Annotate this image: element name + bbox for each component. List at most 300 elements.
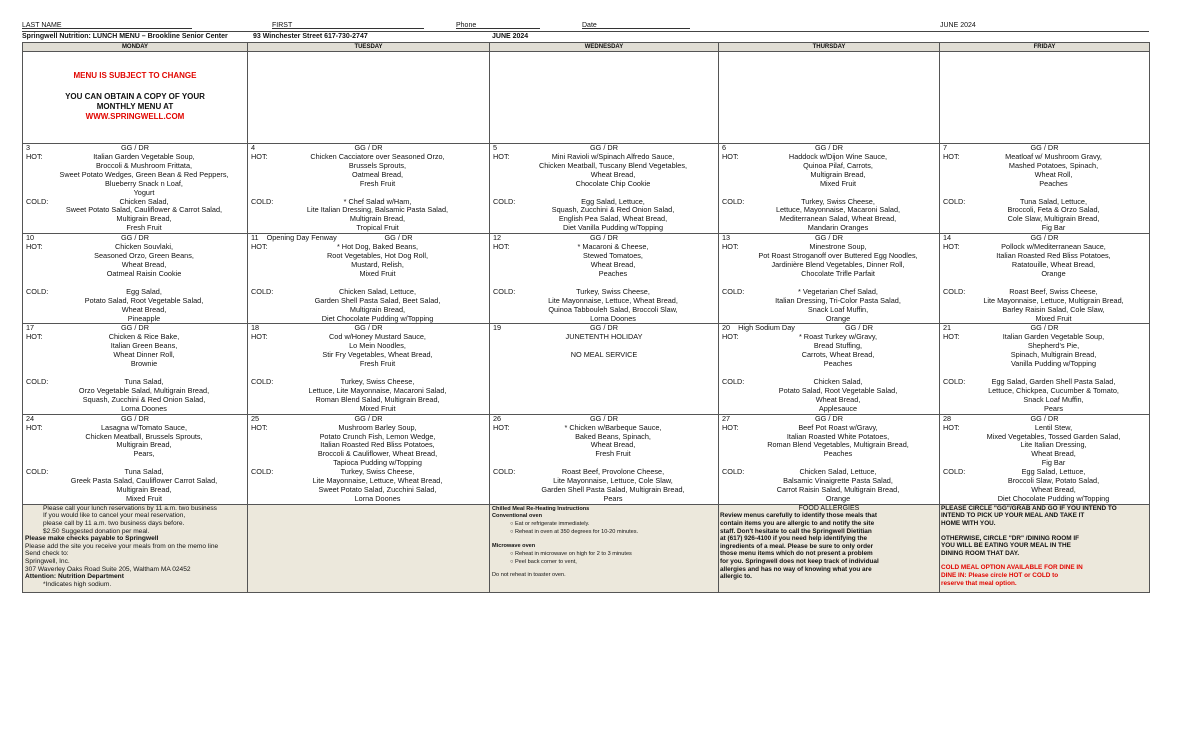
menu-table <box>22 42 1150 593</box>
menu-item: Spinach, Multigrain Bread, <box>1010 350 1097 360</box>
day-number: 25 <box>251 414 260 423</box>
allergy-line: at (617) 926-4100 if you need help identifying the <box>720 535 868 543</box>
footer-line: Attention: Nutrition Department <box>25 573 124 581</box>
allergy-line: those menu items which do not present a problem <box>720 550 873 558</box>
menu-item: Pears, <box>133 449 155 459</box>
cold-option-label[interactable]: COLD: <box>26 286 49 296</box>
menu-item: Wheat Bread, <box>590 440 636 450</box>
weekday-monday: MONDAY <box>23 43 248 52</box>
hot-meal-section <box>250 243 487 279</box>
day-cell <box>940 414 1150 504</box>
menu-item: Chicken Salad, Lettuce, <box>799 467 877 477</box>
cold-meal-section <box>942 468 1147 504</box>
hot-option-label[interactable]: HOT: <box>493 242 510 252</box>
menu-item: Tuna Salad, <box>124 377 164 387</box>
day-number: 26 <box>493 414 502 423</box>
gg-dr-choice[interactable]: GG / DR <box>1030 233 1059 243</box>
menu-item: Squash, Zucchini & Red Onion Salad, <box>82 394 206 404</box>
menu-item: Turkey, Swiss Cheese, <box>340 467 415 477</box>
menu-item: Chicken Meatball, Tuscany Blend Vegetables, <box>538 160 688 170</box>
footer-line: Please add the site you receive your meals from on the memo line <box>25 542 219 550</box>
cold-option-label[interactable]: COLD: <box>943 467 966 477</box>
menu-item: Fresh Fruit <box>359 359 396 369</box>
menu-item: Lentil Stew, <box>1034 422 1073 432</box>
menu-item: * Roast Turkey w/Gravy, <box>798 332 878 342</box>
footer-line: *Indicates high sodium. <box>43 580 112 588</box>
name-row: LAST NAME FIRST Phone Date JUNE 2024 <box>22 22 976 29</box>
cold-option-label[interactable]: COLD: <box>251 377 274 387</box>
footer-line: Springwell, Inc. <box>25 557 70 565</box>
menu-item: Jardinière Blend Vegetables, Dinner Roll, <box>771 259 905 269</box>
menu-item: Fig Bar <box>1041 458 1066 468</box>
allergy-text <box>719 512 939 580</box>
menu-item: Italian Garden Vegetable Soup, <box>93 152 195 161</box>
menu-change-notice: MENU IS SUBJECT TO CHANGE <box>73 71 197 80</box>
menu-item: * Vegetarian Chef Salad, <box>798 286 878 296</box>
hot-meal-section <box>721 153 937 198</box>
day-note: Opening Day Fenway <box>266 233 337 243</box>
food-allergies-info <box>719 504 940 592</box>
menu-item: Lite Mayonnaise, Lettuce, Multigrain Bread, <box>983 295 1124 305</box>
gg-dr-choice[interactable]: GG / DR <box>354 414 383 423</box>
menu-item: Chicken Cacciatore over Seasoned Orzo, <box>310 152 445 161</box>
menu-item: Chicken Salad, Lettuce, <box>338 286 417 296</box>
hot-option-label[interactable]: HOT: <box>26 332 43 342</box>
cold-option-label[interactable]: COLD: <box>943 286 966 296</box>
day-cell <box>23 324 248 414</box>
menu-item: Chicken Meatball, Brussels Sprouts, <box>85 431 203 441</box>
day-cell <box>248 234 490 324</box>
cold-option-label[interactable]: COLD: <box>493 196 516 206</box>
day-number: 7 <box>943 143 948 152</box>
hot-meal-section <box>942 333 1147 369</box>
menu-item: Broccoli Slaw, Potato Salad, <box>1007 476 1100 486</box>
gg-dr-choice[interactable]: GG / DR <box>121 143 149 152</box>
allergy-line: staff. Don't hesitate to call the Springwell Dietitian <box>720 527 872 535</box>
intro-notice-cell <box>23 52 248 144</box>
day-number: 4 <box>251 143 256 152</box>
day-cell <box>248 414 490 504</box>
menu-item: Broccoli & Mushroom Frittata, <box>95 160 193 170</box>
footer-line: $2.50 Suggested donation per meal. <box>43 527 150 535</box>
gg-dr-choice[interactable]: GG / DR <box>590 414 618 423</box>
menu-item: Egg Salad, Lettuce, <box>1021 467 1086 477</box>
menu-item: Roast Beef, Provolone Cheese, <box>561 467 665 477</box>
cold-meal-section <box>492 468 716 504</box>
menu-item: Squash, Zucchini & Red Onion Salad, <box>551 205 675 215</box>
menu-item: Lite Mayonnaise, Lettuce, Wheat Bread, <box>312 476 443 486</box>
cold-option-label[interactable]: COLD: <box>722 467 745 477</box>
week-row <box>23 414 1150 504</box>
gg-dr-choice[interactable]: GG / DR <box>121 323 149 333</box>
day-cell <box>490 234 719 324</box>
hot-meal-section <box>250 333 487 369</box>
menu-item: Mixed Fruit <box>359 403 396 413</box>
menu-item: Italian Roasted White Potatoes, <box>786 431 890 441</box>
menu-item: Snack Loaf Muffin, <box>807 304 869 314</box>
menu-item: Oatmeal Raisin Cookie <box>106 268 182 278</box>
menu-item: Mixed Fruit <box>125 493 163 503</box>
cold-option-label[interactable]: COLD: <box>251 467 274 477</box>
day-cell <box>719 324 940 414</box>
menu-item: Roman Blend Salad, Multigrain Bread, <box>315 394 440 404</box>
hot-option-label[interactable]: HOT: <box>722 422 739 432</box>
menu-item: Italian Roasted Red Bliss Potatoes, <box>320 440 435 450</box>
menu-item: Balsamic Vinaigrette Pasta Salad, <box>783 476 893 486</box>
hot-meal-section <box>721 424 937 469</box>
week-row <box>23 234 1150 324</box>
menu-item: Mustard, Relish, <box>351 259 404 269</box>
hot-option-label[interactable]: HOT: <box>943 422 960 432</box>
day-cell <box>719 414 940 504</box>
menu-item: Multigrain Bread, <box>116 484 172 494</box>
day-cell <box>490 324 719 414</box>
gg-dr-choice[interactable]: GG / DR <box>1030 323 1059 333</box>
cold-meal-section <box>250 198 487 234</box>
allergy-line: contain items you are allergic to and notify the site <box>720 520 875 527</box>
hot-meal-section <box>25 153 245 198</box>
day-cell <box>940 324 1150 414</box>
menu-item: Diet Chocolate Pudding w/Topping <box>321 313 434 323</box>
intro-empty-cell <box>940 52 1150 144</box>
hot-meal-section <box>25 424 245 469</box>
menu-item: Chocolate Chip Cookie <box>575 178 651 188</box>
hot-option-label[interactable]: HOT: <box>251 242 268 252</box>
menu-item: Mushroom Barley Soup, <box>338 422 417 432</box>
menu-item: Tapioca Pudding w/Topping <box>333 458 422 468</box>
menu-item: Greek Pasta Salad, Cauliflower Carrot Salad, <box>70 476 218 486</box>
cold-option-label[interactable]: COLD: <box>251 286 274 296</box>
menu-item: Mixed Fruit <box>819 178 857 188</box>
menu-item: Fresh Fruit <box>126 223 162 233</box>
menu-item: Lite Italian Dressing, Balsamic Pasta Salad, <box>306 205 449 215</box>
menu-item: Lite Mayonnaise, Lettuce, Cole Slaw, <box>553 476 673 486</box>
menu-item: Egg Salad, Lettuce, <box>581 196 645 206</box>
menu-item: Sweet Potato Salad, Zucchini Salad, <box>318 485 437 494</box>
gg-dr-choice[interactable]: GG / DR <box>845 323 873 333</box>
menu-item: Wheat Bread, <box>1031 449 1076 459</box>
menu-item: Pineapple <box>127 313 161 323</box>
conventional-oven-title: Conventional oven <box>492 512 543 519</box>
gg-dr-choice[interactable]: GG / DR <box>815 143 843 152</box>
cold-option-label[interactable]: COLD: <box>943 377 966 387</box>
menu-item: * Macaroni & Cheese, <box>577 242 649 252</box>
menu-item: Mixed Fruit <box>359 268 396 278</box>
cold-meal-section <box>721 468 937 504</box>
footer-line: please call by 11 a.m. two business days before. <box>43 520 185 527</box>
menu-item: Mixed Vegetables, Tossed Garden Salad, <box>986 431 1121 441</box>
holiday-notice: NO MEAL SERVICE <box>570 350 638 360</box>
menu-item: Orange <box>1041 268 1066 278</box>
week-row <box>23 144 1150 234</box>
cold-meal-section <box>492 198 716 234</box>
menu-item: Wheat Bread, <box>1031 485 1076 494</box>
day-number: 20 High Sodium Day <box>722 323 795 333</box>
dr-instruction: YOU WILL BE EATING YOUR MEAL IN THE <box>941 542 1071 550</box>
reheat-step: ○ Eat or refrigerate immediately. <box>510 520 590 527</box>
cold-meal-section <box>25 378 245 414</box>
menu-item: Pears <box>603 493 623 503</box>
food-allergies-title: FOOD ALLERGIES <box>798 504 860 512</box>
menu-item: Italian Roasted Red Bliss Potatoes, <box>996 251 1111 261</box>
day-number: 28 <box>943 414 952 423</box>
menu-item: Pot Roast Stroganoff over Buttered Egg Noodles, <box>758 251 918 261</box>
menu-item: Chicken & Rice Bake, <box>108 332 180 342</box>
allergy-line: Review menus carefully to identify those meals that <box>720 512 877 520</box>
day-cell <box>23 144 248 234</box>
menu-item: Yogurt <box>133 187 155 197</box>
reservation-info <box>23 504 248 592</box>
menu-item: Multigrain Bread, <box>116 440 172 450</box>
menu-item: Snack Loaf Muffin, <box>1023 394 1084 404</box>
day-number: 6 <box>722 143 727 152</box>
cold-option-label[interactable]: COLD: <box>251 196 274 206</box>
menu-item: Egg Salad, Garden Shell Pasta Salad, <box>991 377 1116 387</box>
gg-dr-choice[interactable]: GG / DR <box>121 233 149 243</box>
menu-item: Brussels Sprouts, <box>348 160 407 170</box>
hot-option-label[interactable]: HOT: <box>722 242 739 252</box>
day-number: 17 <box>26 323 35 333</box>
menu-item: Oatmeal Bread, <box>351 169 404 179</box>
day-number: 19 <box>493 323 502 333</box>
menu-item: Chicken Salad, <box>813 377 863 387</box>
cold-option-label[interactable]: COLD: <box>493 467 516 477</box>
menu-item: * Chicken w/Barbeque Sauce, <box>564 422 662 432</box>
intro-empty-cell <box>490 52 719 144</box>
menu-item: Blueberry Snack n Loaf, <box>105 178 183 188</box>
hot-option-label[interactable]: HOT: <box>26 152 43 161</box>
hot-meal-section <box>721 243 937 279</box>
menu-item: Italian Green Beans, <box>110 341 178 351</box>
cold-meal-section <box>492 288 716 324</box>
cold-meal-section <box>942 288 1147 324</box>
menu-item: Sweet Potato Salad, Cauliflower & Carrot Salad, <box>65 205 223 215</box>
footer-line: Send check to: <box>25 550 69 558</box>
menu-item: Lite Mayonnaise, Lettuce, Wheat Bread, <box>548 295 678 305</box>
footer-empty-cell <box>248 504 490 592</box>
menu-header <box>22 31 1149 42</box>
gg-dr-choice[interactable]: GG / DR <box>590 143 618 152</box>
footer-line: Please make checks payable to Springwell <box>25 535 159 543</box>
day-number: 24 <box>26 414 35 423</box>
cold-meal-section <box>721 378 937 414</box>
cold-option-label[interactable]: COLD: <box>493 286 516 296</box>
menu-month: JUNE 2024 <box>492 33 529 40</box>
menu-item: Mandarin Oranges <box>807 223 869 233</box>
menu-item: Wheat Bread, <box>590 259 636 269</box>
hot-option-label[interactable]: HOT: <box>943 332 960 342</box>
menu-item: Mediterranean Salad, Wheat Bread, <box>779 214 897 224</box>
footer-row <box>23 504 1150 592</box>
allergy-line: ingredients of a meal. Please be sure to only order <box>720 542 874 550</box>
menu-item: Stewed Tomatoes, <box>583 251 643 261</box>
menu-item: Brownie <box>130 359 158 369</box>
gg-instruction: INTEND TO PICK UP YOUR MEAL AND TAKE IT <box>941 512 1085 520</box>
gg-dr-choice[interactable]: GG / DR <box>1030 143 1059 152</box>
menu-item: * Hot Dog, Baked Beans, <box>336 242 419 252</box>
menu-item: Wheat Bread, <box>121 259 167 269</box>
menu-item: Lasagna w/Tomato Sauce, <box>101 422 187 432</box>
allergy-line: allergic to. <box>720 573 752 581</box>
menu-item: Chicken Souvlaki, <box>115 242 173 252</box>
menu-item: Tuna Salad, <box>124 467 164 477</box>
gg-dr-choice[interactable]: GG / DR <box>384 233 413 243</box>
cold-meal-section <box>250 378 487 414</box>
menu-item: Carrots, Wheat Bread, <box>801 350 875 360</box>
reheat-title: Chilled Meal Re-Heating Instructions <box>492 505 590 512</box>
day-cell <box>719 234 940 324</box>
hot-meal-section <box>492 153 716 198</box>
menu-item: Roast Beef, Swiss Cheese, <box>1009 286 1098 296</box>
hot-meal-section <box>250 424 487 469</box>
menu-item: Peaches <box>823 359 853 369</box>
menu-item: Beef Pot Roast w/Gravy, <box>798 422 878 432</box>
hot-meal-section <box>25 333 245 369</box>
day-number: 12 <box>493 233 502 243</box>
day-cell <box>940 144 1150 234</box>
day-number: 21 <box>943 323 952 333</box>
cold-option-label[interactable]: COLD: <box>26 377 49 387</box>
gg-dr-choice[interactable]: GG / DR <box>590 233 618 243</box>
day-cell <box>23 234 248 324</box>
intro-empty-cell <box>719 52 940 144</box>
website-link[interactable]: WWW.SPRINGWELL.COM <box>85 112 185 121</box>
menu-item: Fresh Fruit <box>359 178 396 188</box>
menu-item: Mashed Potatoes, Spinach, <box>1008 160 1099 170</box>
menu-item: Lite Italian Dressing, <box>1020 440 1087 450</box>
menu-item: Bread Stuffing, <box>813 341 863 351</box>
menu-item: Meatloaf w/ Mushroom Gravy, <box>1005 152 1102 161</box>
gg-dr-choice[interactable]: GG / DR <box>1030 414 1059 423</box>
dr-instruction: DINING ROOM THAT DAY. <box>941 549 1020 557</box>
hot-meal-section <box>942 153 1147 198</box>
day-number: 27 <box>722 414 731 423</box>
day-cell <box>490 144 719 234</box>
cold-meal-section <box>942 378 1147 414</box>
hot-option-label[interactable]: HOT: <box>943 152 960 161</box>
hot-option-label[interactable]: HOT: <box>26 422 43 432</box>
reheat-step: ○ Reheat in microwave on high for 2 to 3 minutes <box>510 551 632 558</box>
cold-option-label[interactable]: COLD: <box>722 286 745 296</box>
menu-item: Minestrone Soup, <box>809 242 867 252</box>
menu-item: Wheat Bread, <box>590 169 636 179</box>
menu-item: Sweet Potato Wedges, Green Bean & Red Peppers, <box>59 169 229 179</box>
gg-dr-choice[interactable]: GG / DR <box>815 414 843 423</box>
hot-option-label[interactable]: HOT: <box>493 422 510 432</box>
hot-option-label[interactable]: HOT: <box>251 422 268 432</box>
day-number: 3 <box>26 143 31 152</box>
month-label: JUNE 2024 <box>940 22 976 29</box>
menu-item: Multigrain Bread, <box>349 214 406 224</box>
gg-instruction: HOME WITH YOU. <box>941 520 996 527</box>
menu-item: Tuna Salad, Lettuce, <box>1019 196 1088 206</box>
gg-dr-choice[interactable]: GG / DR <box>590 323 618 333</box>
weekday-friday: FRIDAY <box>940 43 1150 52</box>
hot-meal-section <box>25 243 245 279</box>
weekday-thursday: THURSDAY <box>719 43 940 52</box>
cold-option-label[interactable]: COLD: <box>26 467 49 477</box>
menu-item: Multigrain Bread, <box>349 304 406 314</box>
menu-item: Lettuce, Chickpea, Cucumber & Tomato, <box>988 385 1119 395</box>
menu-item: Lettuce, Mayonnaise, Macaroni Salad, <box>775 205 901 215</box>
cold-option-label[interactable]: COLD: <box>26 196 49 206</box>
hot-option-label[interactable]: HOT: <box>493 152 510 161</box>
menu-item: Lettuce, Lite Mayonnaise, Macaroni Salad, <box>308 385 447 395</box>
cold-meal-section <box>721 198 937 234</box>
gg-dr-choice[interactable]: GG / DR <box>354 323 383 333</box>
day-number: 5 <box>493 143 498 152</box>
menu-item: Orange <box>825 493 851 503</box>
menu-item: Potato Crunch Fish, Lemon Wedge, <box>319 431 436 441</box>
menu-item: Pears <box>1043 403 1064 413</box>
hot-option-label[interactable]: HOT: <box>722 332 739 342</box>
footer-line: If you would like to cancel your meal reservation, <box>43 512 186 520</box>
menu-item: Fig Bar <box>1041 223 1066 233</box>
day-note: High Sodium Day <box>738 323 795 333</box>
site-address: 93 Winchester Street 617-730-2747 <box>253 33 368 40</box>
hot-option-label[interactable]: HOT: <box>251 332 268 342</box>
hot-option-label[interactable]: HOT: <box>722 152 739 161</box>
cold-option-notice: COLD MEAL OPTION AVAILABLE FOR DINE IN <box>941 564 1083 572</box>
menu-item: Mixed Fruit <box>1035 313 1072 323</box>
menu-item: Applesauce <box>818 403 858 413</box>
hot-option-label[interactable]: HOT: <box>943 242 960 252</box>
day-cell <box>248 144 490 234</box>
gg-dr-instructions <box>940 504 1150 592</box>
weekday-header-row <box>23 43 1150 52</box>
intro-empty-cell <box>248 52 490 144</box>
menu-item: Broccoli & Cauliflower, Wheat Bread, <box>317 449 438 459</box>
menu-item: Lorna Doones <box>121 403 167 413</box>
menu-item: Shepherd's Pie, <box>1027 341 1080 351</box>
cold-meal-section <box>25 198 245 234</box>
cold-meal-section <box>25 468 245 504</box>
hot-meal-section <box>250 153 487 198</box>
cold-option-label[interactable]: COLD: <box>722 377 745 387</box>
cold-option-label[interactable]: COLD: <box>943 196 966 206</box>
footer-line: Please call your lunch reservations by 11 a.m. two business <box>43 504 217 512</box>
menu-item: Baked Beans, Spinach, <box>575 431 651 441</box>
intro-row <box>23 52 1150 144</box>
menu-item: Turkey, Swiss Cheese, <box>340 377 415 387</box>
copy-notice-line2: MONTHLY MENU AT <box>96 102 174 111</box>
menu-item: Stir Fry Vegetables, Wheat Bread, <box>322 350 433 360</box>
hot-option-label[interactable]: HOT: <box>26 242 43 252</box>
gg-dr-choice[interactable]: GG / DR <box>815 233 843 243</box>
menu-item: Orange <box>825 313 851 323</box>
menu-item: Carrot Raisin Salad, Multigrain Bread, <box>776 484 900 494</box>
gg-dr-choice[interactable]: GG / DR <box>121 414 149 423</box>
menu-item: Garden Shell Pasta Salad, Beet Salad, <box>314 295 441 305</box>
menu-item: Peaches <box>1039 178 1068 188</box>
menu-item: Fresh Fruit <box>595 449 631 459</box>
menu-item: Diet Chocolate Pudding w/Topping <box>997 493 1110 503</box>
day-number: 10 <box>26 233 35 243</box>
gg-dr-choice[interactable]: GG / DR <box>354 143 383 152</box>
menu-item: Cod w/Honey Mustard Sauce, <box>329 332 426 342</box>
menu-item: Lorna Doones <box>590 313 636 323</box>
menu-item: Ratatouille, Wheat Bread, <box>1011 259 1096 269</box>
menu-item: Potato Salad, Root Vegetable Salad, <box>778 385 898 395</box>
day-cell <box>719 144 940 234</box>
weekday-wednesday: WEDNESDAY <box>490 43 719 52</box>
cold-option-notice: DINE IN: Please circle HOT or COLD to <box>941 571 1059 579</box>
menu-item: Garden Shell Pasta Salad, Multigrain Bread, <box>541 484 685 494</box>
copy-notice-line1: YOU CAN OBTAIN A COPY OF YOUR <box>65 92 205 101</box>
cold-option-label[interactable]: COLD: <box>722 196 745 206</box>
menu-item: Chicken Salad, <box>119 196 169 206</box>
hot-option-label[interactable]: HOT: <box>251 152 268 161</box>
